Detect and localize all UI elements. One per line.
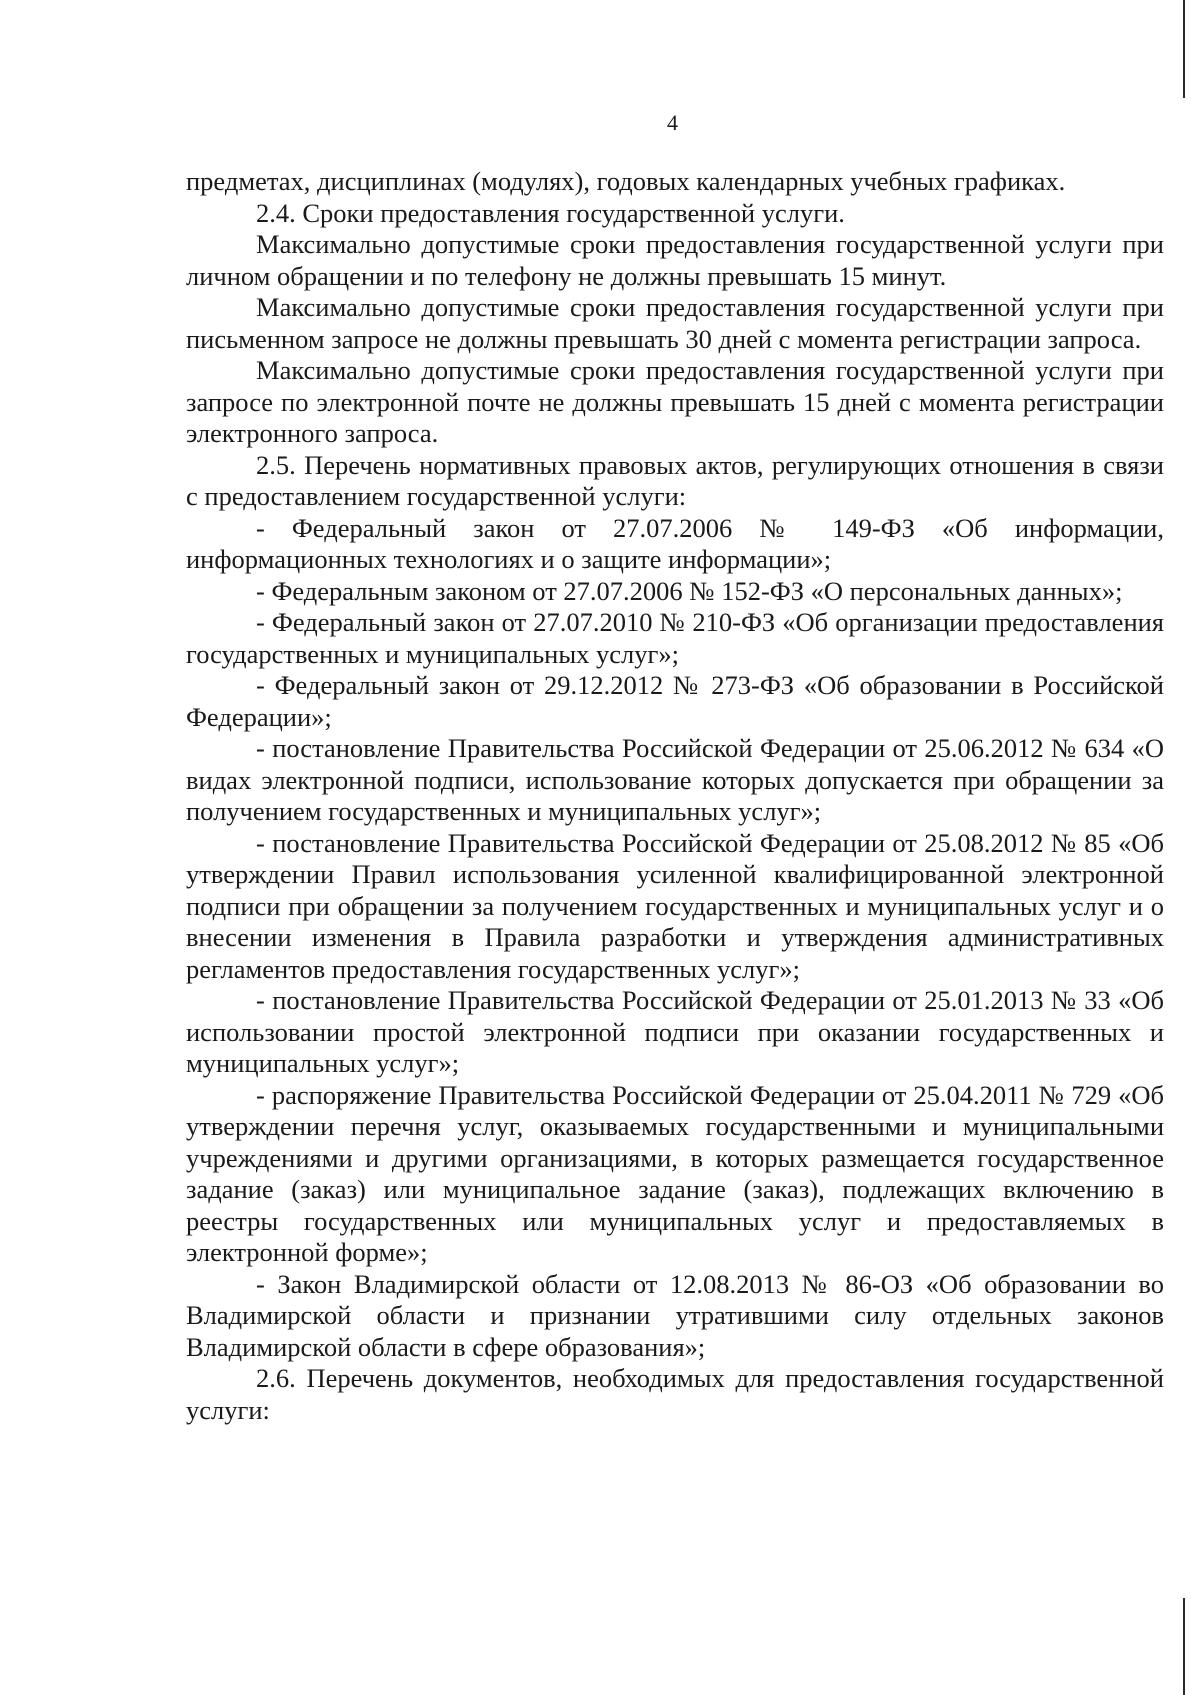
- list-item-order-729: - распоряжение Правительства Российской Федерации от 25.04.2011 № 729 «Об утверждении перечня услуг, оказываемых государственными и муниципальными учреждениями и другими организациями, в которых размещается государственное задание (заказ) или муниципальное задание (заказ), подлежащих включению в реестры государственных или муниципальных услуг и предоставляемых в электронной форме»;: [186, 1079, 1164, 1267]
- list-item-resolution-33: - постановление Правительства Российской Федерации от 25.01.2013 № 33 «Об использовании простой электронной подписи при оказании государственных и муниципальных услуг»;: [186, 985, 1164, 1078]
- page-edge-line: [1183, 0, 1185, 98]
- list-item-resolution-85: - постановление Правительства Российской Федерации от 25.08.2012 № 85 «Об утверждении Правил использования усиленной квалифицированной электронной подписи при обращении за получением государственных и муниципальных услуг и о внесении изменения в Правила разработки и утверждения административных регламентов предоставления государственных услуг»;: [186, 827, 1164, 984]
- list-item-law-210: - Федеральный закон от 27.07.2010 № 210-ФЗ «Об организации предоставления государственных и муниципальных услуг»;: [186, 607, 1164, 669]
- paragraph-continuation: предметах, дисциплинах (модулях), годовых календарных учебных графиках.: [186, 166, 1066, 196]
- section-heading-2-6: 2.6. Перечень документов, необходимых для предоставления государственной услуги:: [186, 1363, 1164, 1425]
- list-item-law-152: - Федеральным законом от 27.07.2006 № 152-ФЗ «О персональных данных»;: [256, 575, 1123, 606]
- list-item-regional-law-86: - Закон Владимирской области от 12.08.2013 № 86-ОЗ «Об образовании во Владимирской области и признании утратившими силу отдельных законов Владимирской области в сфере образования»;: [186, 1268, 1164, 1362]
- list-item-law-273: - Федеральный закон от 29.12.2012 № 273-ФЗ «Об образовании в Российской Федерации»;: [186, 670, 1164, 732]
- page-number: 4: [667, 110, 678, 135]
- section-heading-2-4: 2.4. Сроки предоставления государственной услуги.: [256, 197, 845, 228]
- list-item-law-149: - Федеральный закон от 27.07.2006 № 149-ФЗ «Об информации, информационных технологиях и о защите информации»;: [186, 512, 1164, 574]
- page-edge-line: [1183, 1598, 1185, 1695]
- paragraph-term-written: Максимально допустимые сроки предоставления государственной услуги при письменном запросе не должны превышать 30 дней с момента регистрации запроса.: [186, 292, 1164, 354]
- list-item-resolution-634: - постановление Правительства Российской Федерации от 25.06.2012 № 634 «О видах электронной подписи, использование которых допускается при обращении за получением государственных и муниципальных услуг»;: [186, 733, 1164, 826]
- paragraph-term-personal: Максимально допустимые сроки предоставления государственной услуги при личном обращении и по телефону не должны превышать 15 минут.: [186, 229, 1164, 291]
- document-body: [186, 166, 1164, 1426]
- paragraph-term-email: Максимально допустимые сроки предоставления государственной услуги при запросе по электронной почте не должны превышать 15 дней с момента регистрации электронного запроса.: [186, 355, 1164, 448]
- section-heading-2-5: 2.5. Перечень нормативных правовых актов, регулирующих отношения в связи с предоставлением государственной услуги:: [186, 449, 1164, 511]
